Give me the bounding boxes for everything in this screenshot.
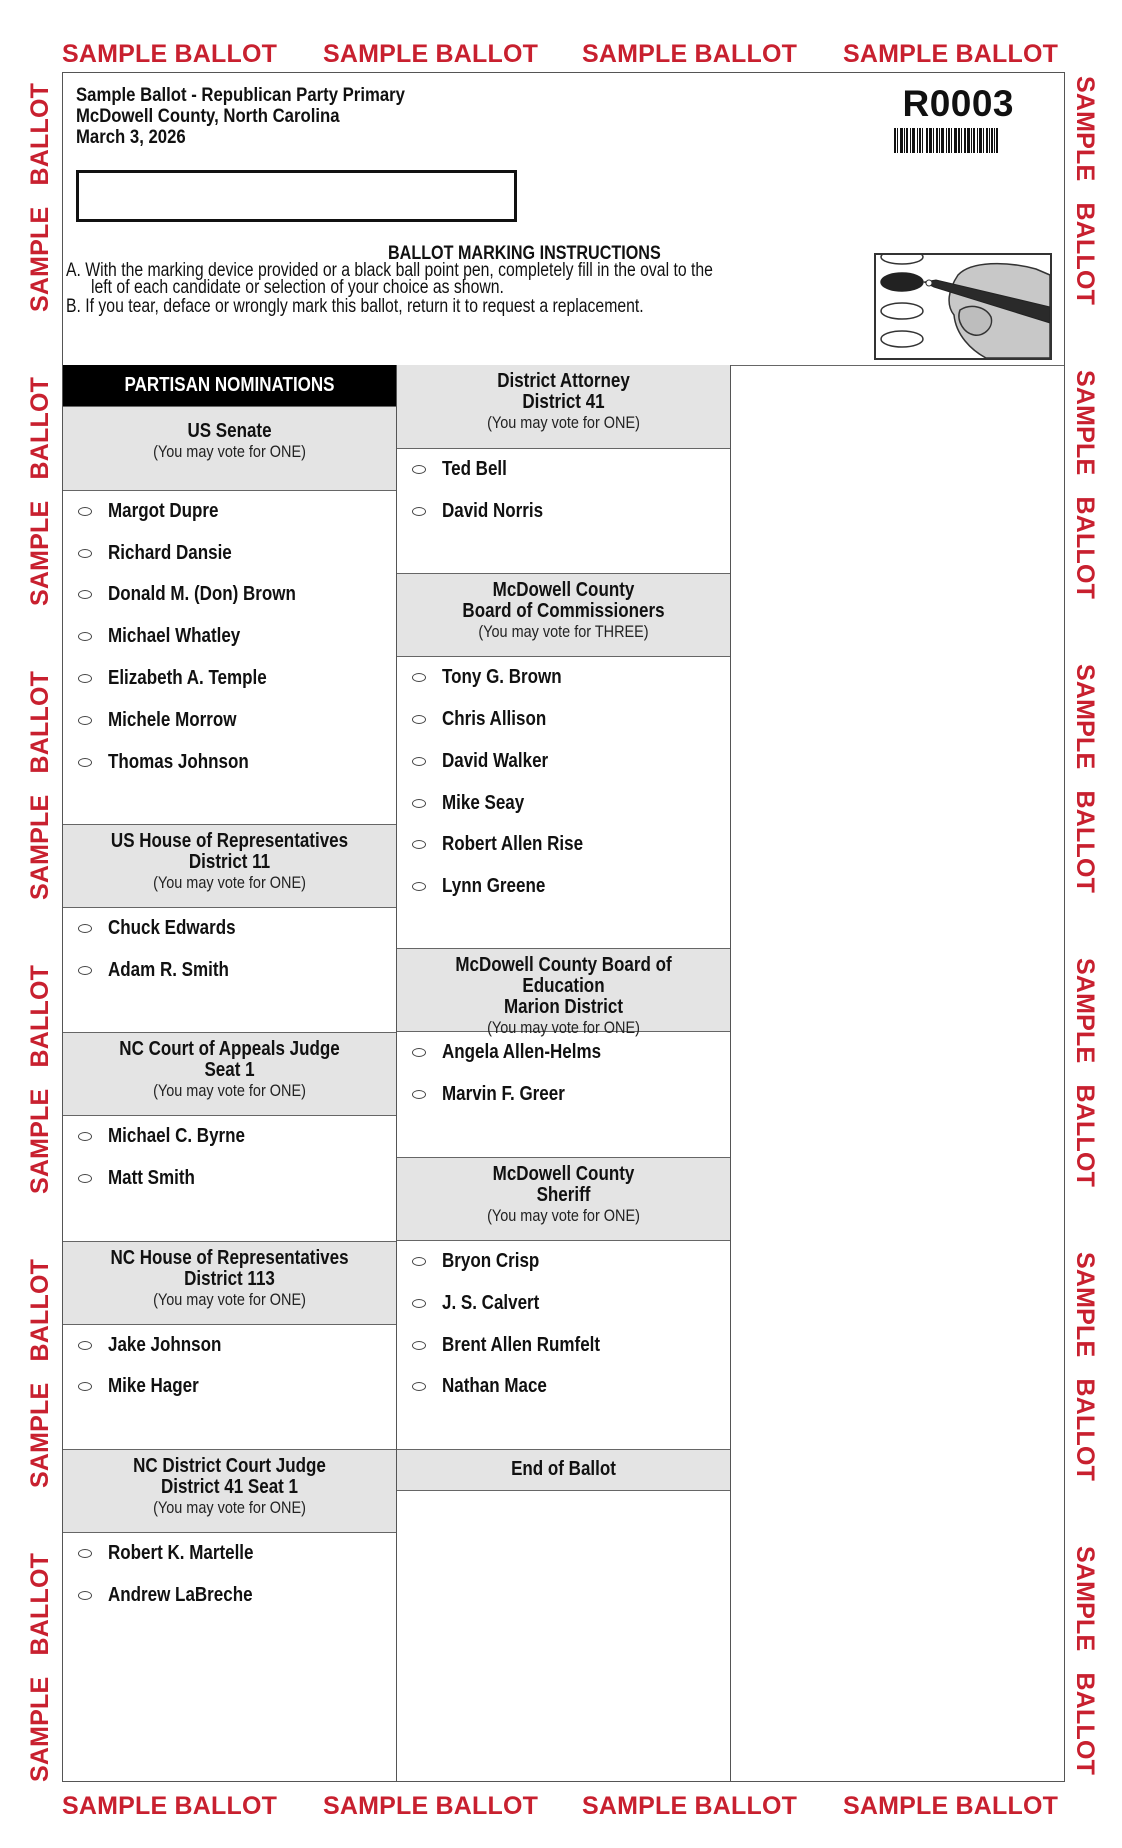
- candidate-option[interactable]: [63, 579, 396, 609]
- ballot-title-line-3: March 3, 2026: [76, 127, 186, 148]
- end-of-ballot-label: End of Ballot: [511, 1458, 616, 1480]
- oval-icon[interactable]: [412, 1341, 426, 1350]
- oval-icon[interactable]: [78, 1341, 92, 1350]
- candidate-option[interactable]: [397, 1330, 730, 1360]
- candidate-name: Michael Whatley: [108, 624, 241, 647]
- candidate-name: David Norris: [442, 499, 544, 522]
- candidate-name: Mike Seay: [442, 791, 525, 814]
- vote-for-instruction: (You may vote for ONE): [153, 1290, 306, 1309]
- candidate-option[interactable]: [397, 788, 730, 818]
- candidate-name: Marvin F. Greer: [442, 1082, 565, 1105]
- watermark-right-2: SAMPLE BALLOT: [1071, 370, 1099, 600]
- watermark-right-5: SAMPLE BALLOT: [1071, 1252, 1099, 1482]
- oval-icon[interactable]: [78, 1382, 92, 1391]
- instruction-b: B. If you tear, deface or wrongly mark this ballot, return it to request a replacement.: [66, 296, 644, 317]
- oval-icon[interactable]: [412, 507, 426, 516]
- candidate-name: Jake Johnson: [108, 1333, 222, 1356]
- candidate-option[interactable]: [63, 913, 396, 943]
- oval-icon[interactable]: [78, 1174, 92, 1183]
- oval-icon[interactable]: [78, 674, 92, 683]
- candidate-name: Lynn Greene: [442, 874, 546, 897]
- candidate-name: Chuck Edwards: [108, 916, 236, 939]
- vote-for-instruction: (You may vote for ONE): [487, 1206, 640, 1225]
- oval-icon[interactable]: [78, 758, 92, 767]
- watermark-bottom-1: SAMPLE BALLOT: [62, 1792, 278, 1820]
- candidate-name: Ted Bell: [442, 457, 507, 480]
- candidate-option[interactable]: [397, 704, 730, 734]
- ballot-title: [76, 85, 405, 148]
- watermark-top-1: SAMPLE BALLOT: [62, 40, 278, 68]
- candidate-option[interactable]: [63, 1163, 396, 1193]
- candidate-option[interactable]: [397, 1079, 730, 1109]
- watermark-top-4: SAMPLE BALLOT: [843, 40, 1059, 68]
- oval-icon[interactable]: [78, 924, 92, 933]
- candidate-name: Margot Dupre: [108, 499, 219, 522]
- section-header-partisan-nominations: [63, 365, 396, 406]
- oval-icon[interactable]: [78, 1132, 92, 1141]
- vote-for-instruction: (You may vote for ONE): [153, 442, 306, 461]
- oval-icon[interactable]: [78, 549, 92, 558]
- contest-title: McDowell County Board of Education: [455, 954, 672, 997]
- contest-header-nc-district-court-judge: [63, 1449, 396, 1533]
- contest-header-district-attorney: [397, 365, 730, 449]
- contest-header-board-of-commissioners: [397, 573, 730, 657]
- oval-icon[interactable]: [412, 1048, 426, 1057]
- candidate-option[interactable]: [397, 871, 730, 901]
- oval-icon[interactable]: [78, 966, 92, 975]
- candidate-name: Chris Allison: [442, 707, 547, 730]
- candidate-option[interactable]: [63, 663, 396, 693]
- candidate-name: Elizabeth A. Temple: [108, 666, 267, 689]
- vote-for-instruction: (You may vote for ONE): [487, 413, 640, 432]
- candidate-name: J. S. Calvert: [442, 1291, 540, 1314]
- candidate-name: Brent Allen Rumfelt: [442, 1333, 601, 1356]
- oval-icon[interactable]: [78, 1549, 92, 1558]
- vote-for-instruction: (You may vote for ONE): [153, 1081, 306, 1100]
- contest-subtitle: District 41 Seat 1: [160, 1476, 299, 1498]
- watermark-left-5: SAMPLE BALLOT: [26, 1258, 54, 1488]
- watermark-left-2: SAMPLE BALLOT: [26, 376, 54, 606]
- candidate-name: Donald M. (Don) Brown: [108, 582, 296, 605]
- candidate-option[interactable]: [397, 454, 730, 484]
- candidate-option[interactable]: [397, 1037, 730, 1067]
- watermark-right-1: SAMPLE BALLOT: [1071, 76, 1099, 306]
- ballot-title-line-1: Sample Ballot - Republican Party Primary: [76, 85, 405, 106]
- oval-icon[interactable]: [412, 757, 426, 766]
- oval-icon[interactable]: [78, 716, 92, 725]
- oval-icon[interactable]: [412, 1382, 426, 1391]
- contest-header-nc-court-of-appeals-seat-1: [63, 1032, 396, 1116]
- candidate-option[interactable]: [63, 747, 396, 777]
- candidate-option[interactable]: [63, 1371, 396, 1401]
- watermark-left-1: SAMPLE BALLOT: [26, 82, 54, 312]
- contest-title: District Attorney: [497, 370, 630, 392]
- candidate-name: Mike Hager: [108, 1374, 199, 1397]
- marking-example-icon: [874, 253, 1052, 360]
- oval-icon[interactable]: [412, 465, 426, 474]
- oval-icon[interactable]: [412, 799, 426, 808]
- contest-header-us-house-district-11: [63, 824, 396, 908]
- contest-header-board-of-education: [397, 948, 730, 1037]
- candidate-name: Robert Allen Rise: [442, 832, 584, 855]
- candidate-name: Matt Smith: [108, 1166, 195, 1189]
- watermark-left-3: SAMPLE BALLOT: [26, 670, 54, 900]
- candidate-option[interactable]: [63, 496, 396, 526]
- contest-title: NC House of Representatives: [110, 1247, 349, 1269]
- candidate-name: Angela Allen-Helms: [442, 1040, 602, 1063]
- watermark-right-4: SAMPLE BALLOT: [1071, 958, 1099, 1188]
- contest-header-us-senate: [63, 406, 396, 491]
- candidate-name: Bryon Crisp: [442, 1249, 540, 1272]
- candidate-option[interactable]: [63, 1538, 396, 1568]
- contest-header-nc-house-district-113: [63, 1241, 396, 1325]
- candidate-option[interactable]: [397, 496, 730, 526]
- candidate-option[interactable]: [63, 1580, 396, 1610]
- oval-icon[interactable]: [78, 632, 92, 641]
- candidate-name: Robert K. Martelle: [108, 1541, 254, 1564]
- precinct-box: [76, 170, 517, 222]
- contest-title: NC District Court Judge: [133, 1455, 326, 1477]
- vote-for-instruction: (You may vote for ONE): [153, 1498, 306, 1517]
- contest-subtitle: District 113: [184, 1268, 275, 1290]
- contest-header-sheriff: [397, 1157, 730, 1241]
- ballot-card: [62, 72, 1065, 1782]
- end-of-ballot-marker: [397, 1449, 730, 1491]
- candidate-name: Michael C. Byrne: [108, 1124, 245, 1147]
- watermark-bottom-3: SAMPLE BALLOT: [582, 1792, 798, 1820]
- ballot-column-1: [63, 365, 397, 1781]
- candidate-option[interactable]: [63, 1121, 396, 1151]
- candidate-name: Andrew LaBreche: [108, 1583, 253, 1606]
- oval-icon[interactable]: [412, 1090, 426, 1099]
- vote-for-instruction: (You may vote for ONE): [153, 873, 306, 892]
- candidate-name: Adam R. Smith: [108, 958, 229, 981]
- candidate-option[interactable]: [397, 1288, 730, 1318]
- ballot-title-line-2: McDowell County, North Carolina: [76, 106, 340, 127]
- candidate-option[interactable]: [63, 538, 396, 568]
- candidate-option[interactable]: [397, 1371, 730, 1401]
- contest-subtitle: District 11: [188, 851, 271, 873]
- candidate-name: Nathan Mace: [442, 1374, 547, 1397]
- candidate-option[interactable]: [63, 955, 396, 985]
- oval-icon[interactable]: [78, 507, 92, 516]
- contest-subtitle: District 41: [522, 391, 605, 413]
- candidate-option[interactable]: [397, 746, 730, 776]
- candidate-name: Richard Dansie: [108, 541, 232, 564]
- candidate-option[interactable]: [397, 662, 730, 692]
- oval-icon[interactable]: [412, 882, 426, 891]
- ballot-style-code: R0003: [902, 83, 1014, 124]
- watermark-top-3: SAMPLE BALLOT: [582, 40, 798, 68]
- oval-icon[interactable]: [412, 1257, 426, 1266]
- contest-title: NC Court of Appeals Judge: [119, 1038, 340, 1060]
- contest-title: McDowell County: [492, 1163, 635, 1185]
- instruction-a-line-1: A. With the marking device provided or a black ball point pen, completely fill in the oval to the: [66, 260, 713, 281]
- oval-icon[interactable]: [78, 590, 92, 599]
- oval-icon[interactable]: [412, 1299, 426, 1308]
- vote-for-instruction: (You may vote for THREE): [478, 622, 649, 641]
- vote-for-instruction: (You may vote for ONE): [487, 1018, 640, 1037]
- watermark-left-6: SAMPLE BALLOT: [26, 1552, 54, 1782]
- watermark-right-3: SAMPLE BALLOT: [1071, 664, 1099, 894]
- watermark-bottom-2: SAMPLE BALLOT: [323, 1792, 539, 1820]
- ballot-column-3: [731, 365, 1066, 1781]
- candidate-option[interactable]: [397, 1246, 730, 1276]
- watermark-bottom-4: SAMPLE BALLOT: [843, 1792, 1059, 1820]
- candidate-name: Thomas Johnson: [108, 750, 249, 773]
- watermark-top-2: SAMPLE BALLOT: [323, 40, 539, 68]
- candidate-name: Tony G. Brown: [442, 665, 562, 688]
- oval-icon[interactable]: [412, 840, 426, 849]
- candidate-option[interactable]: [63, 621, 396, 651]
- section-title: PARTISAN NOMINATIONS: [124, 374, 335, 396]
- contest-title: US House of Representatives: [110, 830, 349, 852]
- ballot-column-2: [397, 365, 731, 1781]
- candidate-name: David Walker: [442, 749, 549, 772]
- barcode-icon: [894, 128, 1028, 153]
- watermark-right-6: SAMPLE BALLOT: [1071, 1546, 1099, 1776]
- contest-title: McDowell County: [492, 579, 635, 601]
- instructions-title: BALLOT MARKING INSTRUCTIONS: [388, 243, 661, 264]
- instruction-a-line-2: left of each candidate or selection of your choice as shown.: [91, 277, 504, 298]
- contest-title: US Senate: [187, 420, 272, 442]
- oval-icon[interactable]: [412, 715, 426, 724]
- oval-icon[interactable]: [78, 1591, 92, 1600]
- candidate-name: Michele Morrow: [108, 708, 237, 731]
- candidate-option[interactable]: [63, 705, 396, 735]
- oval-icon[interactable]: [412, 673, 426, 682]
- contest-subtitle: Seat 1: [204, 1059, 255, 1081]
- candidate-option[interactable]: [63, 1330, 396, 1360]
- contest-subtitle: Board of Commissioners: [462, 600, 665, 622]
- contest-subtitle: Marion District: [503, 996, 624, 1018]
- watermark-left-4: SAMPLE BALLOT: [26, 964, 54, 1194]
- contest-subtitle: Sheriff: [536, 1184, 591, 1206]
- candidate-option[interactable]: [397, 829, 730, 859]
